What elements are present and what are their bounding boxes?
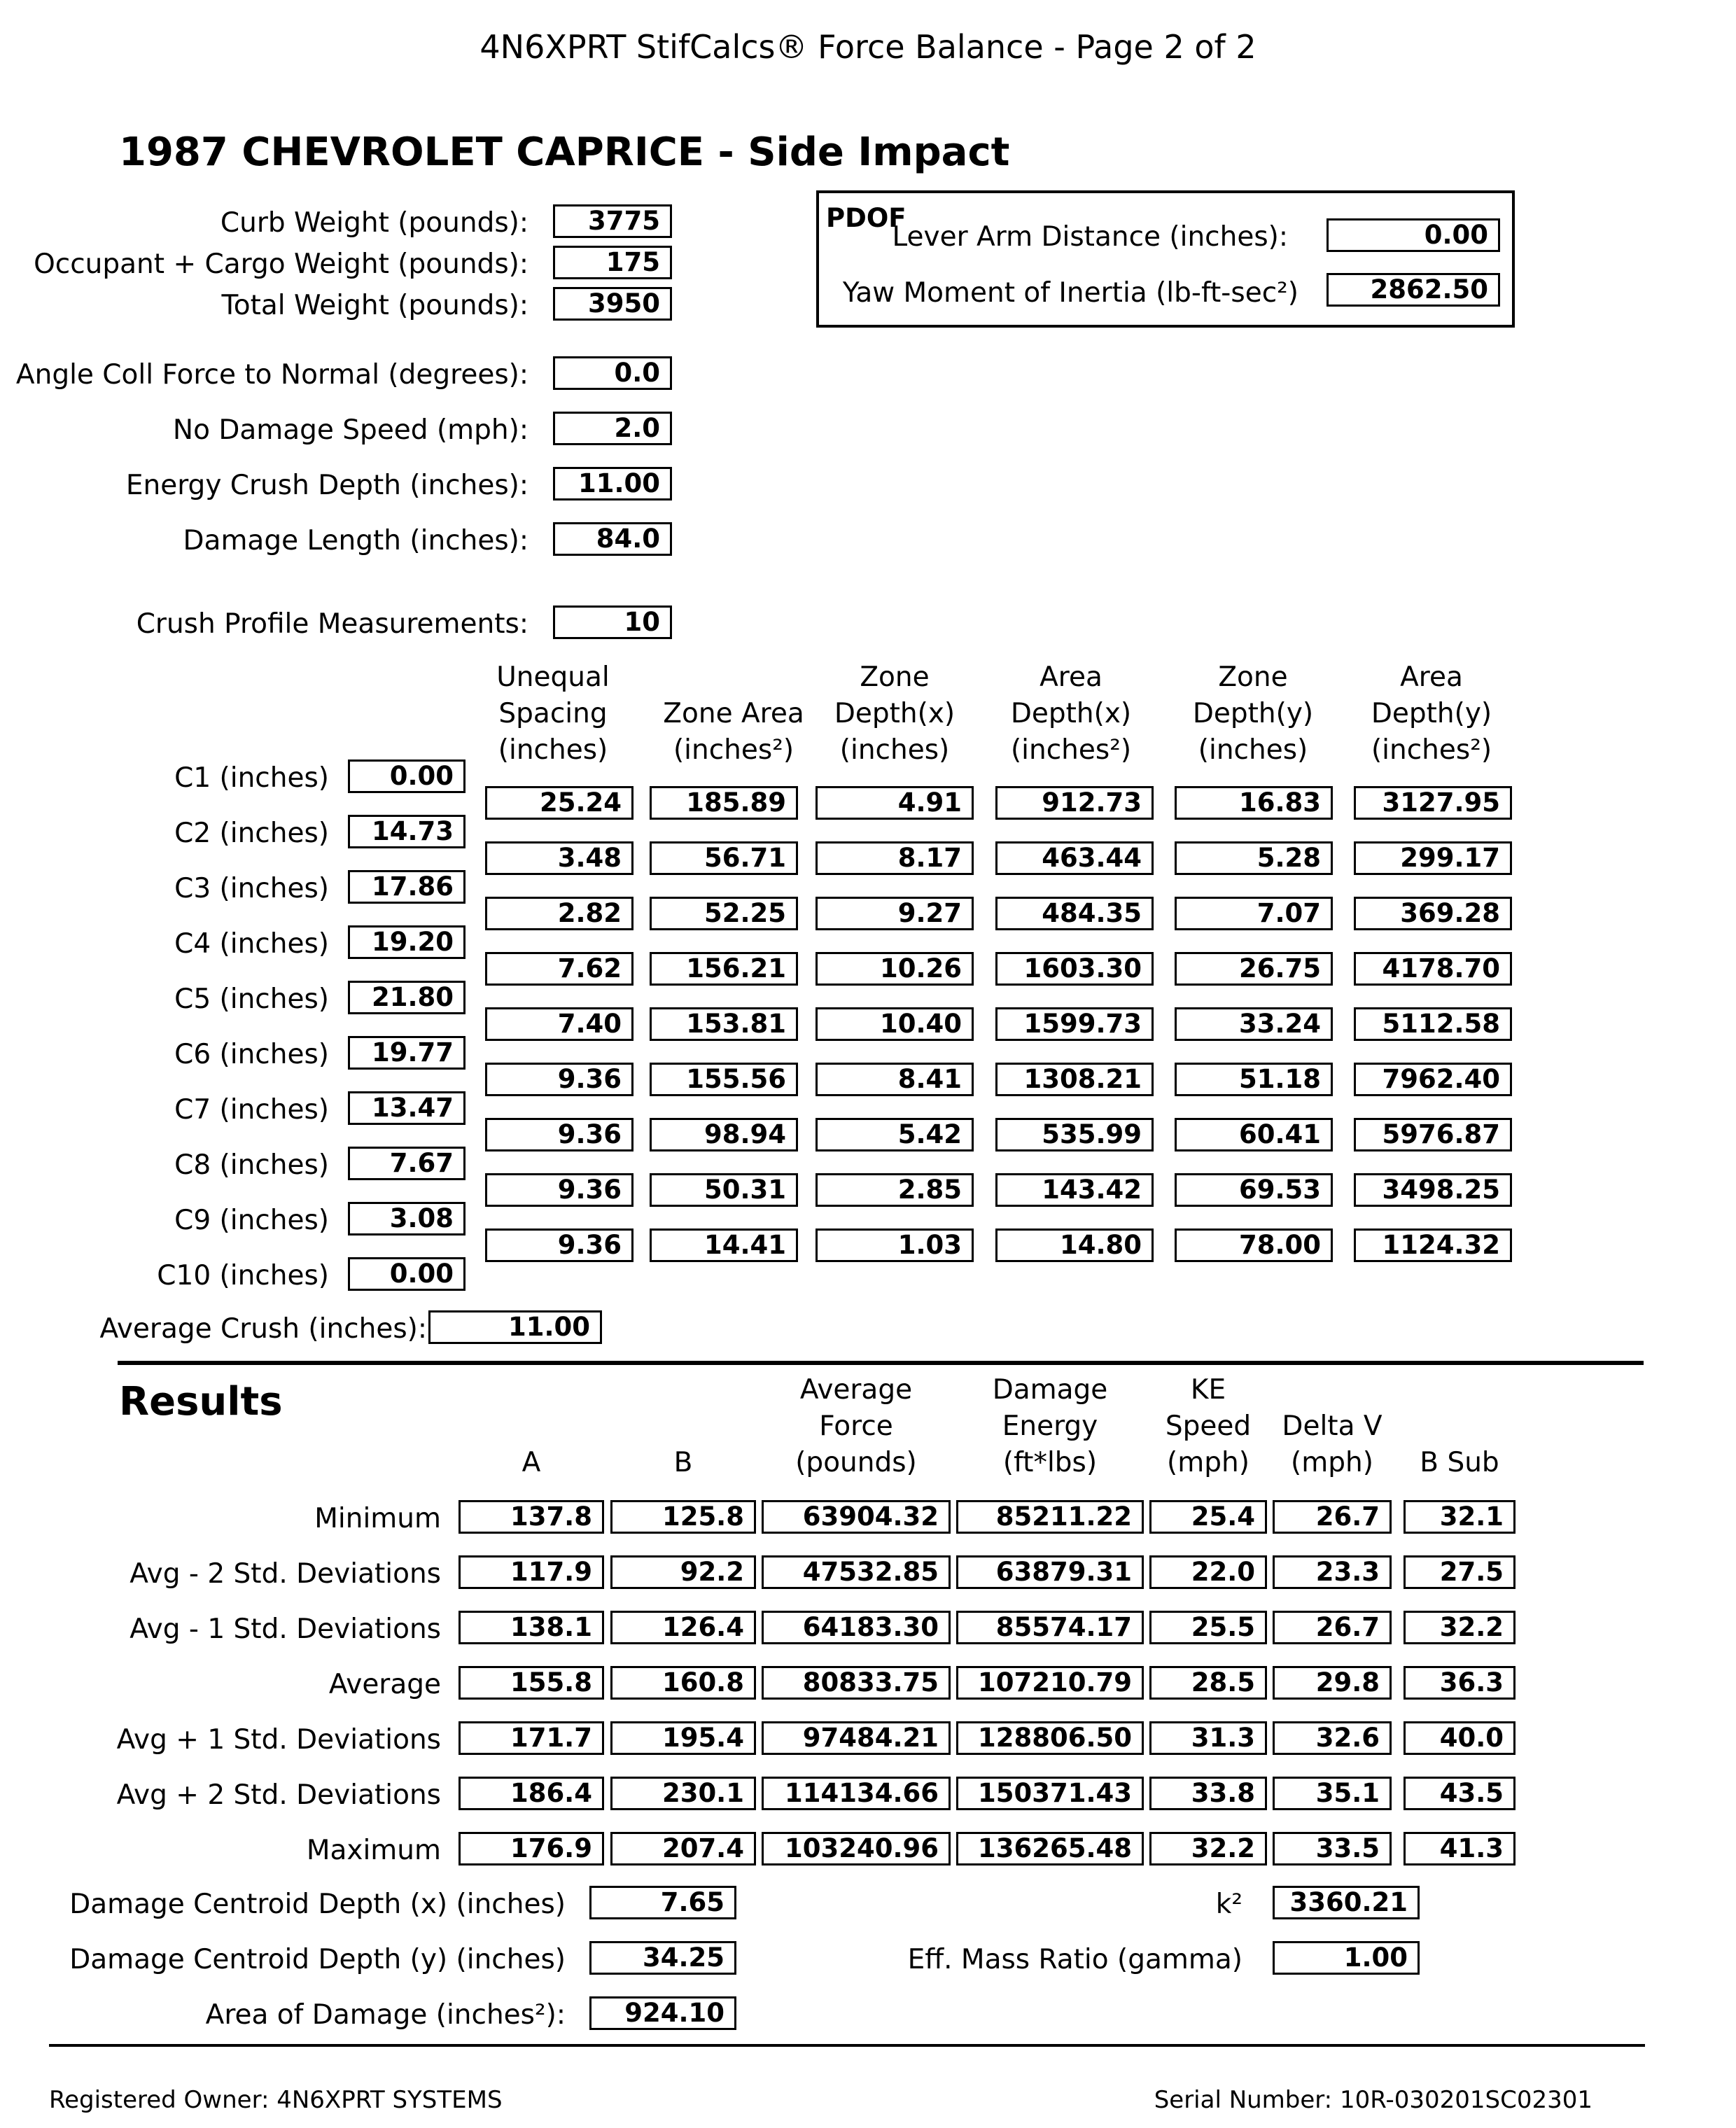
zone-depth-y-cell: 26.75 <box>1175 952 1333 986</box>
col-header-area-depth-x: Area Depth(x) (inches²) <box>1010 662 1132 766</box>
results-b-cell: 126.4 <box>610 1611 756 1644</box>
results-average-force-cell: 97484.21 <box>762 1721 951 1755</box>
zone-area-cell: 52.25 <box>650 897 798 930</box>
energy-crush-depth-label: Energy Crush Depth (inches): <box>125 470 528 501</box>
results-header-line: (mph) <box>1291 1447 1373 1478</box>
crush-point-value: 0.00 <box>348 760 465 793</box>
zone-depth-y-cell: 5.28 <box>1175 841 1333 875</box>
zone-depth-x-cell: 8.41 <box>816 1063 974 1096</box>
results-header-line: KE <box>1190 1374 1226 1406</box>
curb-weight-value: 3775 <box>553 204 672 238</box>
results-damage-energy-cell: 136265.48 <box>956 1832 1144 1865</box>
results-header-line: Average <box>799 1374 913 1406</box>
results-b-cell: 195.4 <box>610 1721 756 1755</box>
gamma-label: Eff. Mass Ratio (gamma) <box>907 1944 1242 1975</box>
zone-area-cell: 153.81 <box>650 1007 798 1041</box>
total-weight-value: 3950 <box>553 287 672 321</box>
zone-spacing-cell: 9.36 <box>485 1228 634 1262</box>
results-ke-speed-cell: 31.3 <box>1149 1721 1267 1755</box>
results-ke-speed-cell: 28.5 <box>1149 1666 1267 1700</box>
results-delta-v-cell: 29.8 <box>1273 1666 1392 1700</box>
results-row-label: Avg - 1 Std. Deviations <box>130 1614 441 1645</box>
results-b-cell: 230.1 <box>610 1777 756 1810</box>
results-row-label: Avg + 1 Std. Deviations <box>116 1724 441 1756</box>
no-damage-speed-label: No Damage Speed (mph): <box>172 414 528 446</box>
results-header-line: Energy <box>1002 1410 1098 1442</box>
results-ke-speed-cell: 32.2 <box>1149 1832 1267 1865</box>
k2-label: k² <box>1215 1889 1242 1920</box>
crush-point-value: 21.80 <box>348 981 465 1014</box>
energy-crush-depth-value: 11.00 <box>553 467 672 500</box>
area-depth-x-cell: 463.44 <box>995 841 1154 875</box>
zone-depth-x-cell: 8.17 <box>816 841 974 875</box>
crush-point-value: 7.67 <box>348 1147 465 1180</box>
zone-area-cell: 155.56 <box>650 1063 798 1096</box>
results-header-line: B <box>673 1447 693 1478</box>
crush-point-value: 17.86 <box>348 870 465 904</box>
zone-depth-x-cell: 1.03 <box>816 1228 974 1262</box>
crush-point-label: C9 (inches) <box>174 1205 329 1236</box>
results-b-sub-cell: 43.5 <box>1404 1777 1516 1810</box>
zone-depth-y-cell: 60.41 <box>1175 1118 1333 1152</box>
area-of-damage-label: Area of Damage (inches²): <box>205 1999 566 2031</box>
results-header-line: Force <box>819 1410 893 1442</box>
yaw-moment-label: Yaw Moment of Inertia (lb-ft-sec²) <box>842 277 1298 309</box>
area-depth-y-cell: 4178.70 <box>1354 952 1512 986</box>
results-damage-energy-cell: 150371.43 <box>956 1777 1144 1810</box>
results-header-line: B Sub <box>1420 1447 1499 1478</box>
zone-area-cell: 185.89 <box>650 786 798 820</box>
results-delta-v-cell: 26.7 <box>1273 1611 1392 1644</box>
yaw-moment-value: 2862.50 <box>1326 273 1500 307</box>
results-b-cell: 207.4 <box>610 1832 756 1865</box>
area-depth-x-cell: 1599.73 <box>995 1007 1154 1041</box>
results-header-delta-v <box>1259 1372 1406 1481</box>
crush-point-value: 0.00 <box>348 1257 465 1291</box>
results-delta-v-cell: 26.7 <box>1273 1500 1392 1534</box>
results-b-sub-cell: 41.3 <box>1404 1832 1516 1865</box>
results-row-label: Avg - 2 Std. Deviations <box>130 1558 441 1590</box>
area-depth-x-cell: 1603.30 <box>995 952 1154 986</box>
zone-depth-x-cell: 10.26 <box>816 952 974 986</box>
results-average-force-cell: 114134.66 <box>762 1777 951 1810</box>
results-damage-energy-cell: 63879.31 <box>956 1555 1144 1589</box>
centroid-y-value: 34.25 <box>589 1941 736 1975</box>
centroid-x-value: 7.65 <box>589 1886 736 1919</box>
results-average-force-cell: 63904.32 <box>762 1500 951 1534</box>
centroid-y-label: Damage Centroid Depth (y) (inches) <box>69 1944 566 1975</box>
results-a-cell: 137.8 <box>458 1500 604 1534</box>
results-header-b-sub <box>1390 1372 1530 1481</box>
results-a-cell: 171.7 <box>458 1721 604 1755</box>
col-header-zone-depth-y: Zone Depth(y) (inches) <box>1192 662 1314 766</box>
zone-depth-y-cell: 78.00 <box>1175 1228 1333 1262</box>
crush-point-label: C2 (inches) <box>174 818 329 849</box>
crush-point-label: C5 (inches) <box>174 983 329 1015</box>
results-delta-v-cell: 35.1 <box>1273 1777 1392 1810</box>
zone-area-cell: 56.71 <box>650 841 798 875</box>
results-header-line: (ft*lbs) <box>1002 1447 1098 1478</box>
results-row-label: Avg + 2 Std. Deviations <box>116 1779 441 1811</box>
area-depth-y-cell: 5112.58 <box>1354 1007 1512 1041</box>
area-depth-x-cell: 535.99 <box>995 1118 1154 1152</box>
results-row-label: Minimum <box>314 1503 441 1534</box>
results-header-line: (pounds) <box>795 1447 917 1478</box>
zone-area-cell: 98.94 <box>650 1118 798 1152</box>
angle-coll-force-label: Angle Coll Force to Normal (degrees): <box>15 359 528 391</box>
zone-spacing-cell: 9.36 <box>485 1063 634 1096</box>
results-header-b <box>596 1372 770 1481</box>
results-b-sub-cell: 40.0 <box>1404 1721 1516 1755</box>
results-b-cell: 125.8 <box>610 1500 756 1534</box>
crush-profile-label: Crush Profile Measurements: <box>136 608 528 640</box>
crush-point-label: C4 (inches) <box>174 928 329 960</box>
area-depth-x-cell: 912.73 <box>995 786 1154 820</box>
lever-arm-label: Lever Arm Distance (inches): <box>892 221 1288 253</box>
damage-length-label: Damage Length (inches): <box>183 525 528 556</box>
results-b-sub-cell: 27.5 <box>1404 1555 1516 1589</box>
results-b-sub-cell: 36.3 <box>1404 1666 1516 1700</box>
zone-depth-y-cell: 7.07 <box>1175 897 1333 930</box>
zone-spacing-cell: 25.24 <box>485 786 634 820</box>
area-depth-x-cell: 1308.21 <box>995 1063 1154 1096</box>
occupant-cargo-weight-value: 175 <box>553 246 672 279</box>
results-damage-energy-cell: 85574.17 <box>956 1611 1144 1644</box>
results-header-line <box>444 1372 618 1408</box>
crush-point-label: C10 (inches) <box>157 1260 329 1292</box>
crush-point-value: 13.47 <box>348 1091 465 1125</box>
gamma-value: 1.00 <box>1273 1941 1420 1975</box>
zone-depth-x-cell: 10.40 <box>816 1007 974 1041</box>
area-depth-y-cell: 7962.40 <box>1354 1063 1512 1096</box>
results-header-line <box>1259 1372 1406 1408</box>
results-heading: Results <box>119 1379 283 1424</box>
results-header-line <box>596 1372 770 1408</box>
lever-arm-value: 0.00 <box>1326 218 1500 252</box>
crush-point-label: C6 (inches) <box>174 1039 329 1070</box>
area-depth-x-cell: 14.80 <box>995 1228 1154 1262</box>
area-depth-y-cell: 1124.32 <box>1354 1228 1512 1262</box>
crush-point-value: 19.20 <box>348 925 465 959</box>
results-delta-v-cell: 32.6 <box>1273 1721 1392 1755</box>
zone-depth-y-cell: 16.83 <box>1175 786 1333 820</box>
average-crush-value: 11.00 <box>428 1310 602 1344</box>
crush-point-label: C7 (inches) <box>174 1094 329 1126</box>
k2-value: 3360.21 <box>1273 1886 1420 1919</box>
results-damage-energy-cell: 128806.50 <box>956 1721 1144 1755</box>
results-row-label: Maximum <box>306 1835 441 1866</box>
crush-point-value: 19.77 <box>348 1036 465 1070</box>
crush-point-label: C1 (inches) <box>174 762 329 794</box>
area-depth-y-cell: 3127.95 <box>1354 786 1512 820</box>
zone-depth-y-cell: 51.18 <box>1175 1063 1333 1096</box>
zone-spacing-cell: 7.40 <box>485 1007 634 1041</box>
results-delta-v-cell: 23.3 <box>1273 1555 1392 1589</box>
results-header-line <box>1390 1372 1530 1408</box>
results-b-sub-cell: 32.1 <box>1404 1500 1516 1534</box>
results-header-damage-energy <box>942 1372 1158 1481</box>
area-depth-x-cell: 484.35 <box>995 897 1154 930</box>
average-crush-label: Average Crush (inches): <box>99 1313 427 1345</box>
angle-coll-force-value: 0.0 <box>553 356 672 390</box>
crush-point-label: C8 (inches) <box>174 1149 329 1181</box>
zone-depth-y-cell: 69.53 <box>1175 1173 1333 1207</box>
col-header-zone-depth-x: Zone Depth(x) (inches) <box>834 662 955 766</box>
results-a-cell: 138.1 <box>458 1611 604 1644</box>
damage-length-value: 84.0 <box>553 522 672 556</box>
results-ke-speed-cell: 22.0 <box>1149 1555 1267 1589</box>
results-a-cell: 186.4 <box>458 1777 604 1810</box>
results-damage-energy-cell: 107210.79 <box>956 1666 1144 1700</box>
centroid-x-label: Damage Centroid Depth (x) (inches) <box>69 1889 566 1920</box>
results-b-cell: 92.2 <box>610 1555 756 1589</box>
occupant-cargo-weight-label: Occupant + Cargo Weight (pounds): <box>34 248 528 280</box>
crush-profile-value: 10 <box>553 606 672 639</box>
results-damage-energy-cell: 85211.22 <box>956 1500 1144 1534</box>
crush-point-label: C3 (inches) <box>174 873 329 904</box>
results-average-force-cell: 47532.85 <box>762 1555 951 1589</box>
zone-depth-x-cell: 9.27 <box>816 897 974 930</box>
results-average-force-cell: 103240.96 <box>762 1832 951 1865</box>
results-delta-v-cell: 33.5 <box>1273 1832 1392 1865</box>
results-header-line <box>444 1408 618 1445</box>
col-header-area-depth-y: Area Depth(y) (inches²) <box>1371 662 1492 766</box>
results-average-force-cell: 64183.30 <box>762 1611 951 1644</box>
results-header-line <box>596 1408 770 1445</box>
footer-divider <box>49 2044 1645 2047</box>
area-depth-y-cell: 5976.87 <box>1354 1118 1512 1152</box>
results-header-a <box>444 1372 618 1481</box>
results-header-line <box>1390 1408 1530 1445</box>
area-depth-y-cell: 299.17 <box>1354 841 1512 875</box>
zone-depth-x-cell: 2.85 <box>816 1173 974 1207</box>
zone-spacing-cell: 9.36 <box>485 1118 634 1152</box>
results-a-cell: 176.9 <box>458 1832 604 1865</box>
results-a-cell: 117.9 <box>458 1555 604 1589</box>
results-ke-speed-cell: 33.8 <box>1149 1777 1267 1810</box>
registered-owner: Registered Owner: 4N6XPRT SYSTEMS <box>49 2086 503 2114</box>
area-depth-y-cell: 3498.25 <box>1354 1173 1512 1207</box>
col-header-zone-area: Zone Area (inches²) <box>663 698 804 766</box>
results-header-line: (mph) <box>1167 1447 1250 1478</box>
vehicle-heading: 1987 CHEVROLET CAPRICE - Side Impact <box>119 130 1010 175</box>
results-b-cell: 160.8 <box>610 1666 756 1700</box>
col-header-unequal-spacing: Unequal Spacing (inches) <box>496 662 610 766</box>
zone-area-cell: 14.41 <box>650 1228 798 1262</box>
area-depth-y-cell: 369.28 <box>1354 897 1512 930</box>
total-weight-label: Total Weight (pounds): <box>221 290 528 321</box>
area-of-damage-value: 924.10 <box>589 1996 736 2030</box>
results-average-force-cell: 80833.75 <box>762 1666 951 1700</box>
crush-point-value: 14.73 <box>348 815 465 848</box>
results-header-line: Delta V <box>1282 1410 1382 1442</box>
curb-weight-label: Curb Weight (pounds): <box>220 207 528 239</box>
serial-number: Serial Number: 10R-030201SC02301 <box>1154 2086 1592 2114</box>
results-b-sub-cell: 32.2 <box>1404 1611 1516 1644</box>
zone-spacing-cell: 2.82 <box>485 897 634 930</box>
zone-spacing-cell: 7.62 <box>485 952 634 986</box>
results-header-line: Speed <box>1165 1410 1252 1442</box>
results-header-line: Damage <box>992 1374 1108 1406</box>
zone-area-cell: 156.21 <box>650 952 798 986</box>
zone-spacing-cell: 3.48 <box>485 841 634 875</box>
area-depth-x-cell: 143.42 <box>995 1173 1154 1207</box>
zone-depth-y-cell: 33.24 <box>1175 1007 1333 1041</box>
results-ke-speed-cell: 25.4 <box>1149 1500 1267 1534</box>
zone-spacing-cell: 9.36 <box>485 1173 634 1207</box>
zone-area-cell: 50.31 <box>650 1173 798 1207</box>
results-header-line: A <box>522 1447 541 1478</box>
zone-depth-x-cell: 5.42 <box>816 1118 974 1152</box>
no-damage-speed-value: 2.0 <box>553 412 672 445</box>
results-row-label: Average <box>328 1669 441 1700</box>
zone-depth-x-cell: 4.91 <box>816 786 974 820</box>
page-title: 4N6XPRT StifCalcs® Force Balance - Page 2 of 2 <box>479 28 1256 66</box>
pdof-tag: PDOF <box>826 203 906 233</box>
section-divider <box>118 1361 1644 1365</box>
results-header-average-force <box>748 1372 965 1481</box>
results-a-cell: 155.8 <box>458 1666 604 1700</box>
crush-point-value: 3.08 <box>348 1202 465 1236</box>
results-ke-speed-cell: 25.5 <box>1149 1611 1267 1644</box>
